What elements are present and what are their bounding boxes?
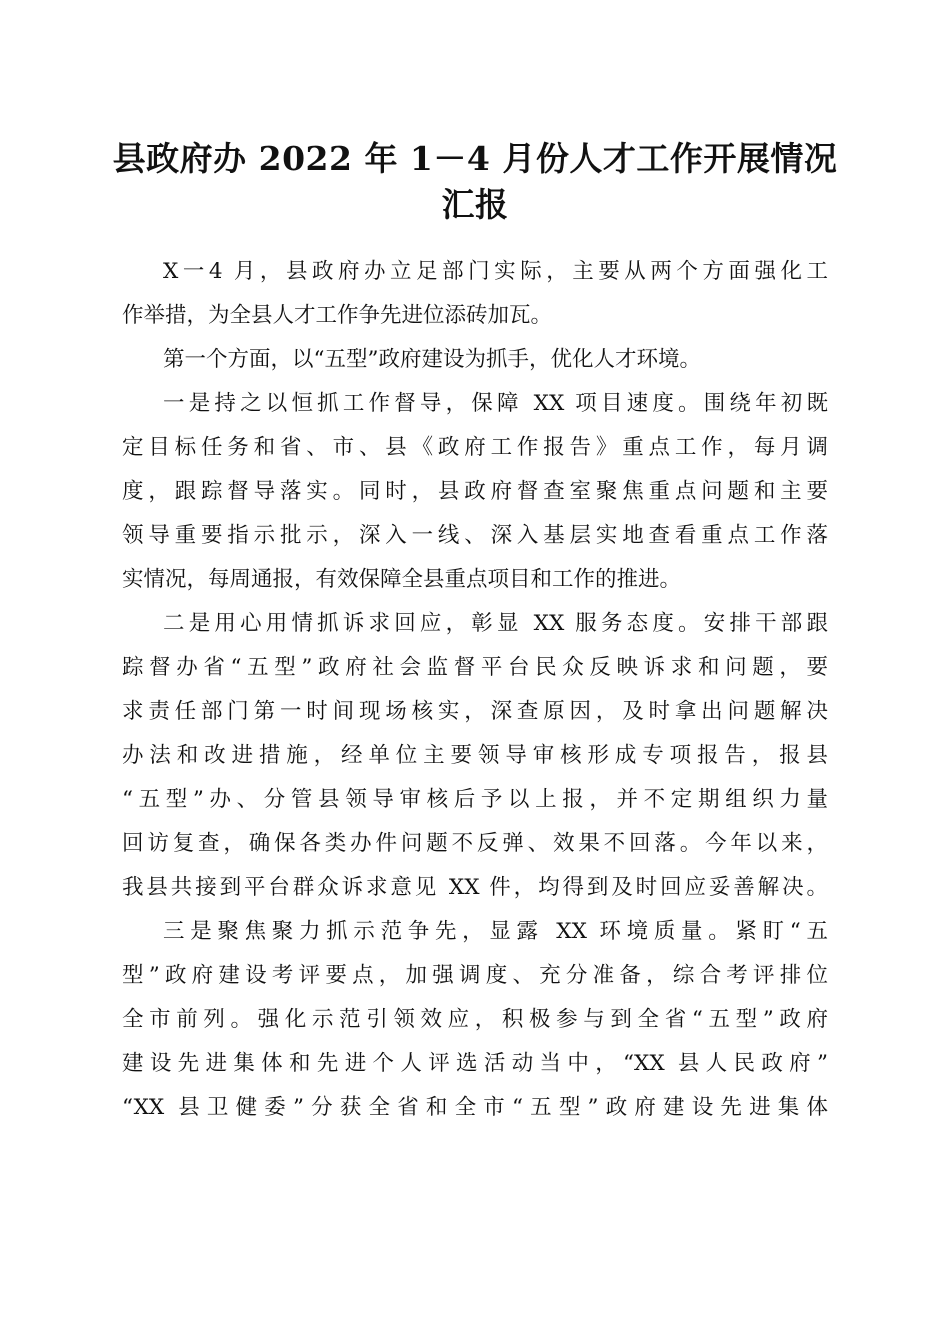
body-line: “XX 县卫健委”分获全省和全市“五型”政府建设先进集体 bbox=[122, 1095, 828, 1120]
body-line: 型”政府建设考评要点，加强调度、充分准备，综合考评排位 bbox=[122, 963, 828, 988]
body-line: 实情况，每周通报，有效保障全县重点项目和工作的推进。 bbox=[122, 567, 682, 592]
body-line: 回访复查，确保各类办件问题不反弹、效果不回落。今年以来， bbox=[122, 831, 828, 856]
body-line: X一4 月，县政府办立足部门实际，主要从两个方面强化工 bbox=[163, 259, 828, 284]
document-body bbox=[122, 250, 828, 1130]
body-line: 一是持之以恒抓工作督导，保障 XX 项目速度。围绕年初既 bbox=[163, 391, 828, 416]
body-line: 踪督办省“五型”政府社会监督平台民众反映诉求和问题，要 bbox=[122, 655, 828, 680]
body-line: 二是用心用情抓诉求回应，彰显 XX 服务态度。安排干部跟 bbox=[163, 611, 828, 636]
body-line: 第一个方面，以“五型”政府建设为抓手，优化人才环境。 bbox=[163, 347, 701, 372]
body-line: “五型”办、分管县领导审核后予以上报，并不定期组织力量 bbox=[122, 787, 828, 812]
document-title-line-1: 县政府办 2022 年 1－4 月份人才工作开展情况 bbox=[112, 139, 838, 178]
body-line: 求责任部门第一时间现场核实，深查原因，及时拿出问题解决 bbox=[122, 699, 828, 724]
body-line: 办法和改进措施，经单位主要领导审核形成专项报告，报县 bbox=[122, 743, 828, 768]
body-line: 建设先进集体和先进个人评选活动当中，“XX 县人民政府” bbox=[122, 1051, 828, 1076]
body-line: 三是聚焦聚力抓示范争先，显露 XX 环境质量。紧盯“五 bbox=[163, 919, 828, 944]
body-line: 定目标任务和省、市、县《政府工作报告》重点工作，每月调 bbox=[122, 435, 828, 460]
body-line: 领导重要指示批示，深入一线、深入基层实地查看重点工作落 bbox=[122, 523, 828, 548]
body-line: 全市前列。强化示范引领效应，积极参与到全省“五型”政府 bbox=[122, 1007, 828, 1032]
document-title-line-2: 汇报 bbox=[441, 185, 509, 224]
body-line: 度，跟踪督导落实。同时，县政府督查室聚焦重点问题和主要 bbox=[122, 479, 828, 504]
body-line: 作举措，为全县人才工作争先进位添砖加瓦。 bbox=[122, 303, 553, 328]
body-line: 我县共接到平台群众诉求意见 XX 件，均得到及时回应妥善解决。 bbox=[122, 875, 828, 900]
